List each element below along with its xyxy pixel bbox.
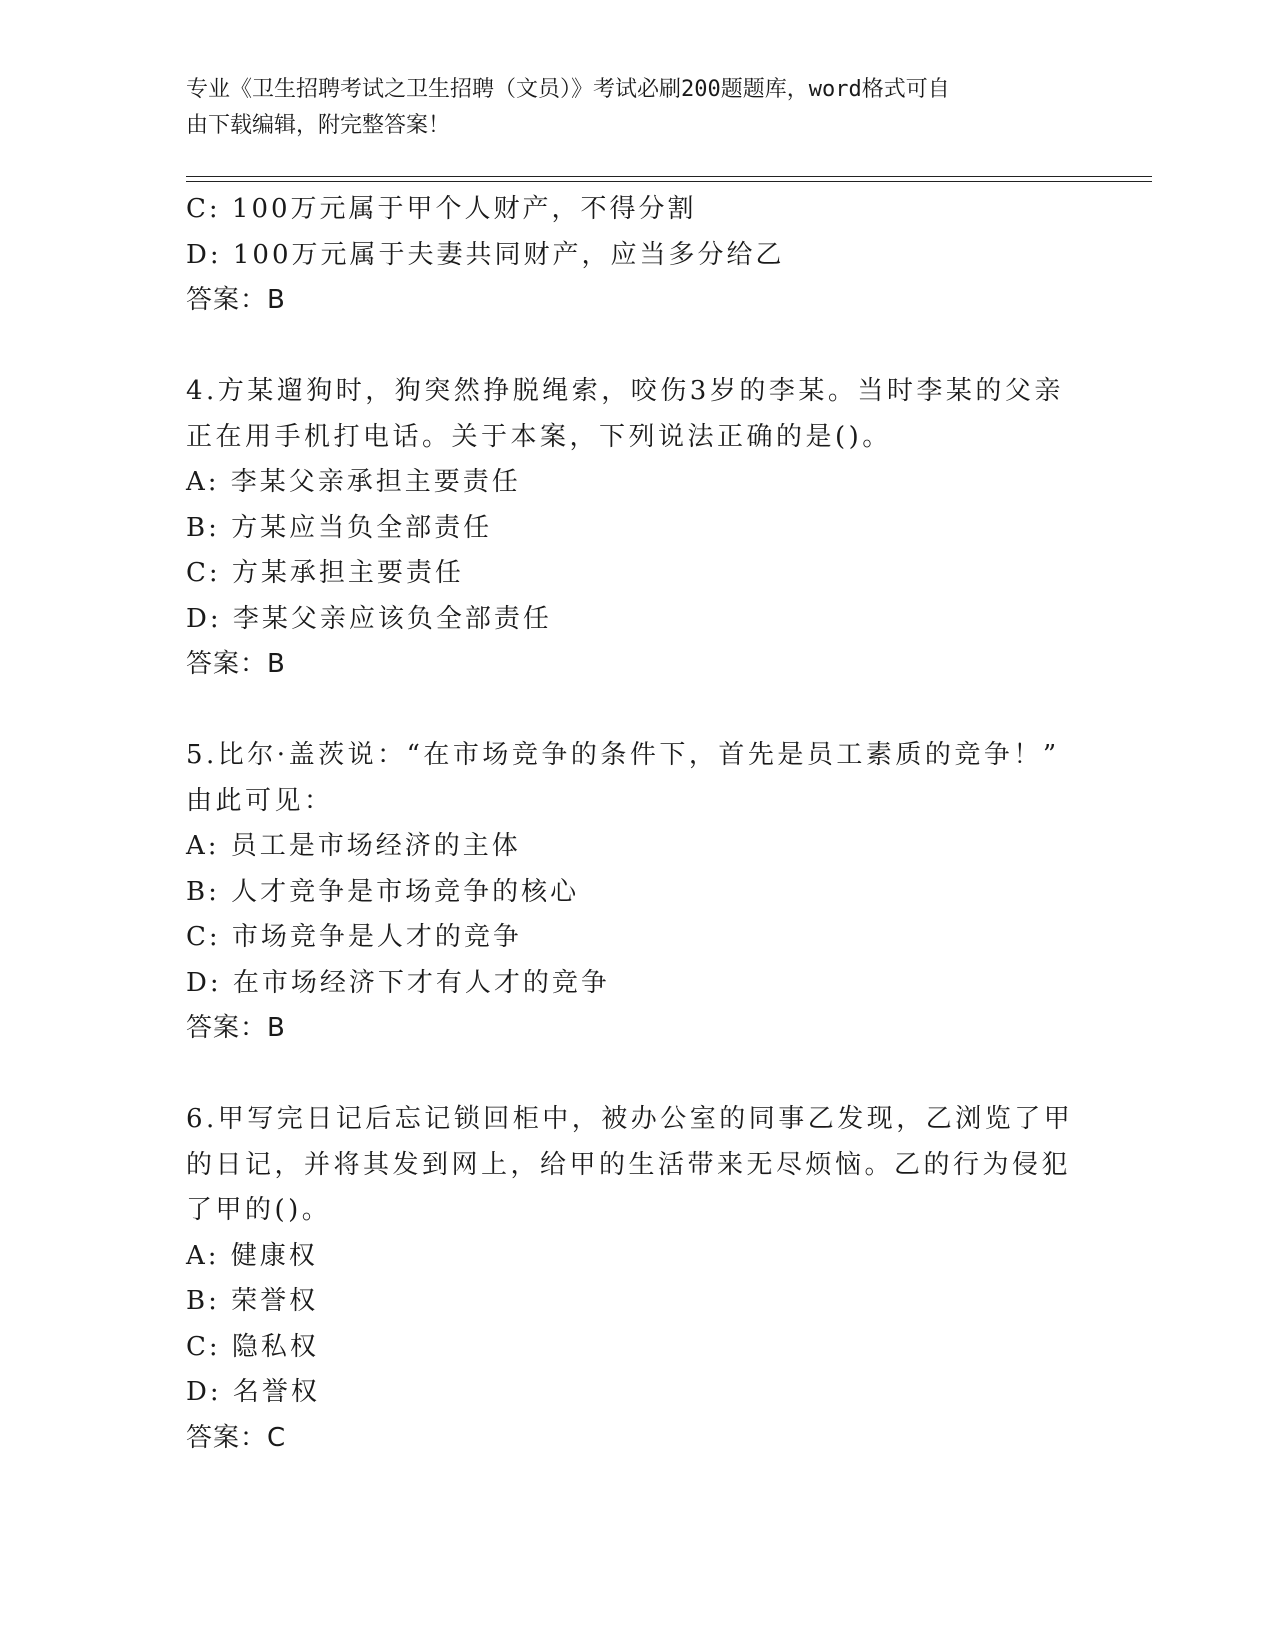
option-a: A: 健康权 — [186, 1240, 318, 1271]
option-b: B: 方某应当负全部责任 — [186, 512, 493, 543]
answer-line: 答案：C — [186, 1422, 287, 1453]
option-a: A: 员工是市场经济的主体 — [186, 831, 521, 861]
header-rule-top — [186, 176, 1152, 177]
option-a: A: 李某父亲承担主要责任 — [186, 467, 521, 497]
option-c: C: 100万元属于甲个人财产，不得分割 — [186, 194, 697, 224]
question-stem — [186, 369, 1066, 460]
question-stem — [186, 1097, 1074, 1234]
answer-line: 答案：B — [186, 649, 286, 679]
header-line-1: 专业《卫生招聘考试之卫生招聘（文员）》考试必刷200题题库，word格式可自 — [186, 77, 950, 102]
stem-line: 5.比尔·盖茨说：“在市场竞争的条件下，首先是员工素质的竞争！” — [186, 740, 1060, 770]
option-c: C: 隐私权 — [186, 1331, 319, 1362]
option-d: D: 100万元属于夫妻共同财产，应当多分给乙 — [186, 239, 785, 270]
question-stem — [186, 733, 1066, 824]
answer-line: 答案：B — [186, 1013, 286, 1043]
question-4 — [186, 369, 1066, 688]
option-d: D: 名誉权 — [186, 1377, 320, 1407]
stem-line: 正在用手机打电话。关于本案，下列说法正确的是()。 — [186, 421, 892, 452]
stem-line: 了甲的()。 — [186, 1195, 332, 1225]
question-5 — [186, 733, 1066, 1052]
option-c: C: 方某承担主要责任 — [186, 558, 464, 588]
question-3-continued — [186, 187, 1066, 324]
header-line-2: 由下载编辑，附完整答案！ — [186, 113, 451, 138]
question-6 — [186, 1097, 1074, 1461]
stem-line: 由此可见： — [186, 785, 334, 816]
spacer — [186, 324, 1066, 370]
document-header — [186, 72, 1066, 144]
answer-line: 答案：B — [186, 285, 286, 315]
question-list — [186, 187, 1074, 1461]
stem-line: 4.方某遛狗时，狗突然挣脱绳索，咬伤3岁的李某。当时李某的父亲 — [186, 376, 1064, 406]
option-d: D: 李某父亲应该负全部责任 — [186, 603, 552, 634]
option-b: B: 荣誉权 — [186, 1286, 319, 1316]
option-c: C: 市场竞争是人才的竞争 — [186, 922, 522, 952]
header-rule-bottom — [186, 181, 1152, 182]
option-b: B: 人才竞争是市场竞争的核心 — [186, 876, 580, 907]
stem-line: 6.甲写完日记后忘记锁回柜中，被办公室的同事乙发现，乙浏览了甲 — [186, 1104, 1074, 1134]
spacer — [186, 1052, 1066, 1098]
spacer — [186, 688, 1066, 734]
stem-line: 的日记，并将其发到网上，给甲的生活带来无尽烦恼。乙的行为侵犯 — [186, 1149, 1072, 1180]
option-d: D: 在市场经济下才有人才的竞争 — [186, 967, 610, 998]
